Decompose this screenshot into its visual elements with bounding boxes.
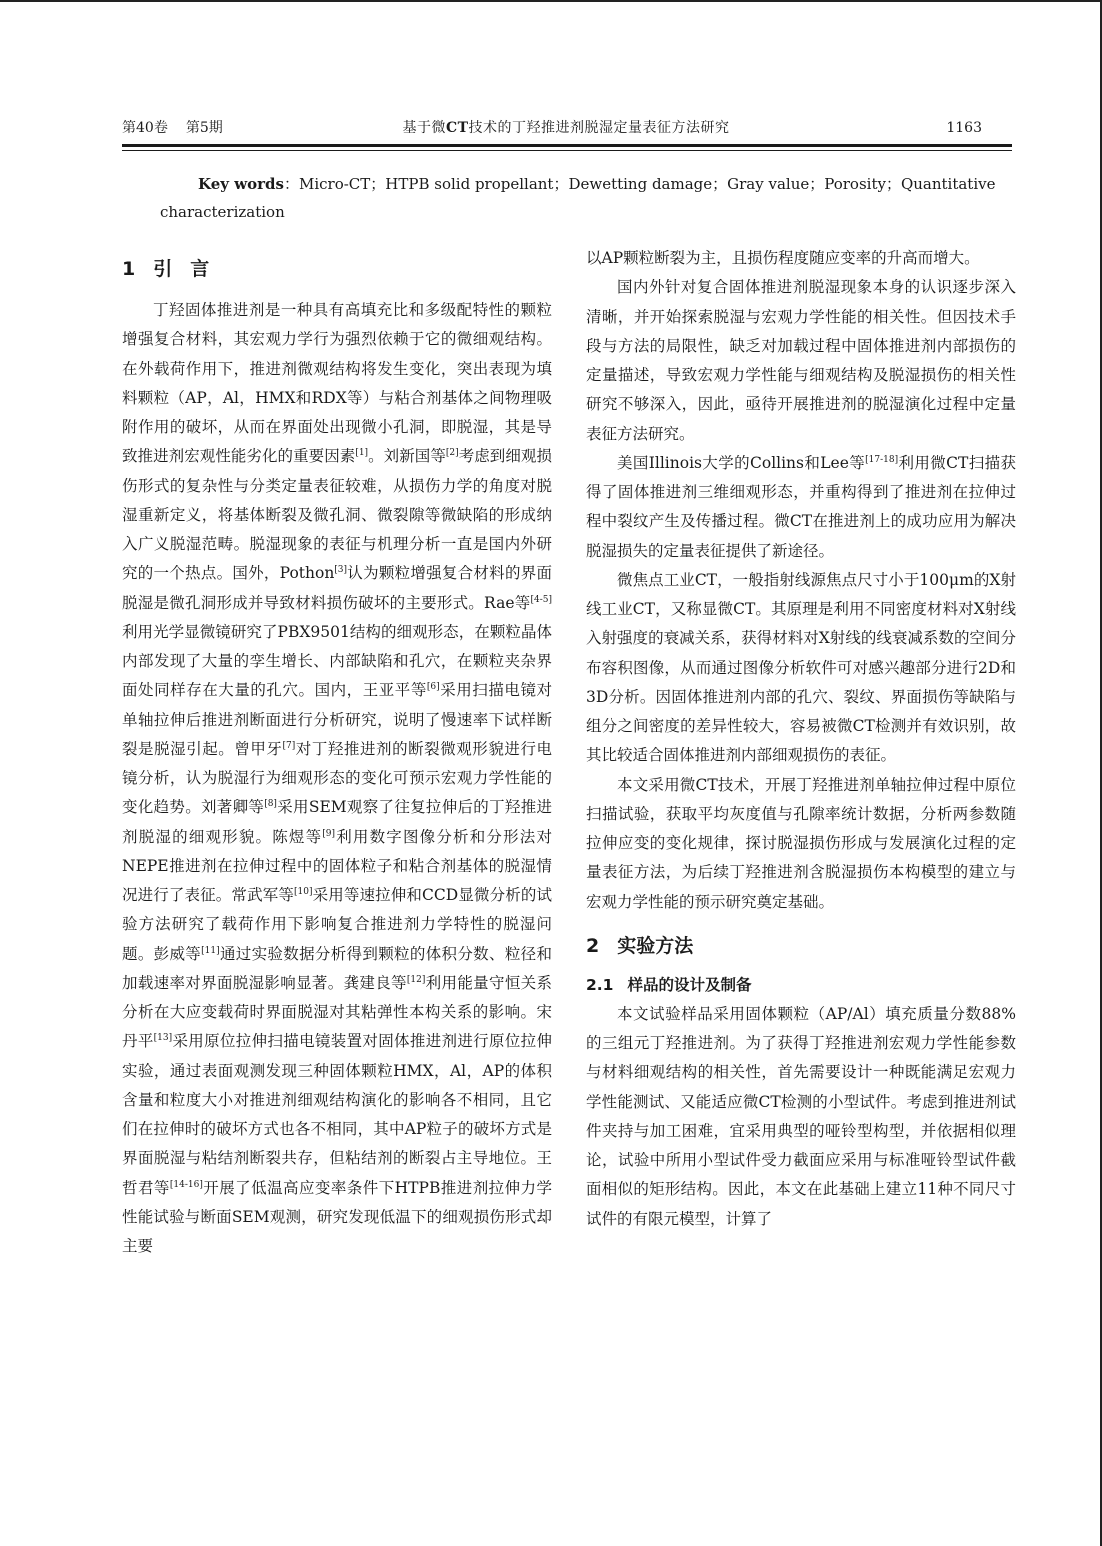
citation: [3] [334,565,348,576]
citation: [8] [264,799,277,810]
subsection-2-1-paragraph-1: 本文试验样品采用固体颗粒（AP/Al）填充质量分数88%的三组元丁羟推进剂。为了获得丁羟推进剂宏观力学性能参数与材料细观结构的相关性，首先需要设计一种既能满足宏观力学性能测试、又能适应微CT检测的小型试件。考虑到推进剂试件夹持与加工困难，宜采用典型的哑铃型构型，并依据相似理论，试验中所用小型试件受力截面应采用与标准哑铃型试件截面相似的矩形结构。因此，本文在此基础上建立11种不同尺寸试件的有限元模型，计算了 [586,1004,1016,1228]
page-number: 1163 [946,120,982,136]
section-1-paragraph-3: 美国Illinois大学的Collins和Lee等[17-18]利用微CT扫描获得了固体推进剂三维细观形态，并重构得到了推进剂在拉伸过程中裂纹产生及传播过程。微CT在推进剂上的成功应用为解决脱湿损失的定量表征提供了新途径。 [586,453,1016,560]
citation: [14-16] [169,1179,203,1190]
section-1-paragraph-2: 国内外针对复合固体推进剂脱湿现象本身的认识逐步深入清晰，并开始探索脱湿与宏观力学性能的相关性。但因技术手段与方法的局限性，缺乏对加载过程中固体推进剂内部损伤的定量描述，导致宏观力学性能与细观结构及脱湿损伤的相关性研究不够深入，因此，亟待开展推进剂的脱湿演化过程中定量表征方法研究。 [586,278,1016,443]
right-column [586,244,1016,1234]
section-2-heading: 2 实验方法 [586,934,694,957]
running-header [122,117,1010,141]
keywords-block: Key words：Micro-CT；HTPB solid propellant；Dewetting damage；Gray value；Porosity；Quantitative characterization [160,175,996,221]
section-1-heading: 1 引言 [122,258,228,280]
left-column [122,244,552,1261]
citation: [2] [445,448,459,459]
citation: [11] [201,945,220,956]
volume-label: 第40卷 [122,120,168,136]
citation: [6] [426,682,440,693]
citation: [12] [406,974,426,985]
section-1-paragraph-5: 本文采用微CT技术，开展丁羟推进剂单轴拉伸过程中原位扫描试验，获取平均灰度值与孔隙率统计数据，分析两参数随拉伸应变的变化规律，探讨脱湿损伤形成与发展演化过程的定量表征方法，为后续丁羟推进剂含脱湿损伤本构模型的建立与宏观力学性能的预示研究奠定基础。 [586,775,1016,911]
citation: [13] [153,1033,173,1044]
header-rule-thin [122,150,1012,151]
citation: [4-5] [530,594,552,605]
section-1-paragraph-1: 丁羟固体推进剂是一种具有高填充比和多级配特性的颗粒增强复合材料，其宏观力学行为强烈依赖于它的微细观结构。在外载荷作用下，推进剂微观结构将发生变化，突出表现为填料颗粒（AP，Al，HMX和RDX等）与粘合剂基体之间物理吸附作用的破坏，从而在界面处出现微小孔洞，即脱湿，其是导致推进剂宏观性能劣化的重要因素[1]。刘新国等[2]考虑到细观损伤形式的复杂性与分类定量表征较难，从损伤力学的角度对脱湿重新定义，将基体断裂及微孔洞、微裂隙等微缺陷的形成纳入广义脱湿范畴。脱湿现象的表征与机理分析一直是国内外研究的一个热点。国外，Pothon[3]认为颗粒增强复合材料的界面脱湿是微孔洞形成并导致材料损伤破坏的主要形式。Rae等[4-5]利用光学显微镜研究了PBX9501结构的细观形态，在颗粒晶体内部发现了大量的孪生增长、内部缺陷和孔穴，在颗粒夹杂界面处同样存在大量的孔穴。国内，王亚平等[6]采用扫描电镜对单轴拉伸后推进剂断面进行分析研究，说明了慢速率下试样断裂是脱湿引起。曾甲牙[7]对丁羟推进剂的断裂微观形貌进行电镜分析，认为脱湿行为细观形态的变化可预示宏观力学性能的变化趋势。刘著卿等[8]采用SEM观察了往复拉伸后的丁羟推进剂脱湿的细观形貌。陈煜等[9]利用数字图像分析和分形法对NEPE推进剂在拉伸过程中的固体粒子和粘合剂基体的脱湿情况进行了表征。常武军等[10]采用等速拉伸和CCD显微分析的试验方法研究了载荷作用下影响复合推进剂力学特性的脱湿问题。彭威等[11]通过实验数据分析得到颗粒的体积分数、粒径和加载速率对界面脱湿影响显著。龚建良等[12]利用能量守恒关系分析在大应变载荷时界面脱湿对其粘弹性本构关系的影响。宋丹平[13]采用原位拉伸扫描电镜装置对固体推进剂进行原位拉伸实验，通过表面观测发现三种固体颗粒HMX，Al，AP的体积含量和粒度大小对推进剂细观结构演化的影响各不相同，且它们在拉伸时的破坏方式也各不相同，其中AP粒子的破坏方式是界面脱湿与粘结剂断裂共存，但粘结剂的断裂占主导地位。王哲君等[14-16]开展了低温高应变率条件下HTPB推进剂拉伸力学性能试验与断面SEM观测，研究发现低温下的细观损伤形式却主要 [122,301,552,1255]
keywords-label: Key words [198,175,284,193]
keywords-text: Micro-CT；HTPB solid propellant；Dewetting damage；Gray value；Porosity；Quantitative characterization [160,175,996,221]
citation: [7] [282,740,296,751]
citation: [9] [322,828,336,839]
issue-label: 第5期 [185,120,223,136]
header-rule-thick [122,144,1012,147]
citation: [17-18] [865,454,899,465]
page-border-top [0,0,1102,2]
citation: [10] [293,887,313,897]
running-title: 基于微CT技术的丁羟推进剂脱湿定量表征方法研究 [402,120,730,136]
section-1-paragraph-4: 微焦点工业CT，一般指射线源焦点尺寸小于100μm的X射线工业CT，又称显微CT。其原理是利用不同密度材料对X射线入射强度的衰减关系，获得材料对X射线的线衰减系数的空间分布容积图像，从而通过图像分析软件可对感兴趣部分进行2D和3D分析。因固体推进剂内部的孔穴、裂纹、界面损伤等缺陷与组分之间密度的差异性较大，容易被微CT检测并有效识别，故其比较适合固体推进剂内部细观损伤的表征。 [586,570,1016,765]
citation: [1] [355,448,369,459]
section-1-paragraph-1-continued: 以AP颗粒断裂为主，且损伤程度随应变率的升高而增大。 [586,249,980,267]
subsection-2-1-heading: 2.1 样品的设计及制备 [586,975,752,994]
